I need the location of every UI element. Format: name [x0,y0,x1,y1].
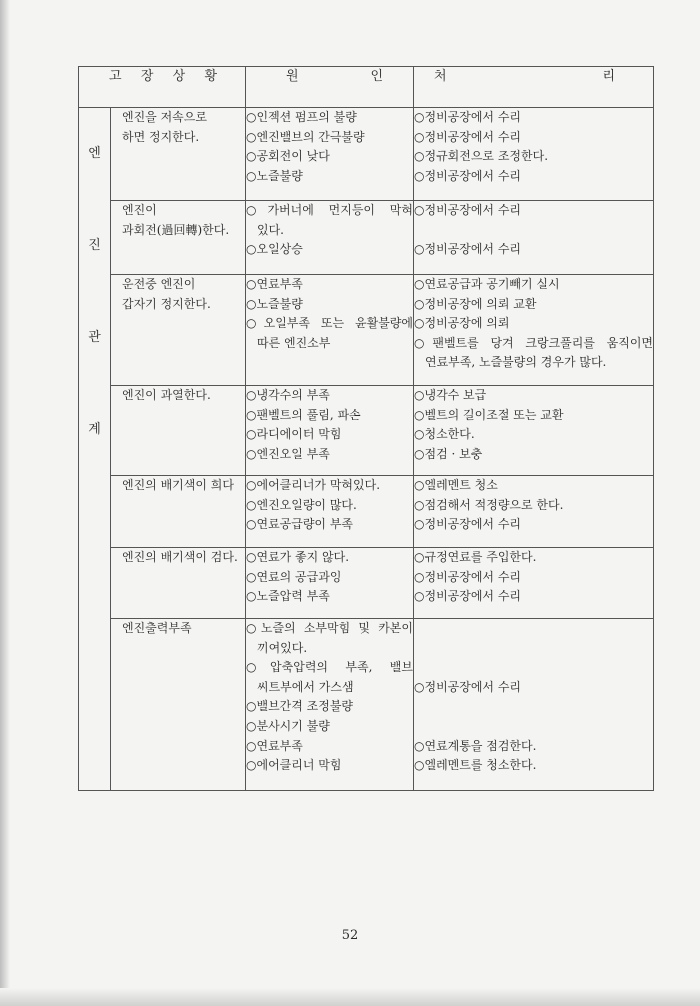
table-row [79,548,654,619]
remedy-cell: ○정비공장에서 수리 ○연료계통을 점검한다. ○엘레멘트를 청소한다. [414,619,654,791]
situation-cell: 엔진이 과회전(過回轉)한다. [111,201,246,275]
table-row [79,201,654,275]
cause-cell: ○인젝션 펌프의 불량 ○엔진밸브의 간극불량 ○공회전이 낮다 ○노즐불량 [246,108,414,201]
situation-cell: 엔진이 과열한다. [111,386,246,476]
table-row [79,275,654,386]
situation-cell: 엔진의 배기색이 희다 [111,476,246,548]
cause-cell: ○노즐의 소부막힘 및 카본이 끼여있다. ○압축압력의 부족, 밸브 씨트부에서 가스샘 ○밸브간격 조정불량 ○분사시기 불량 ○연료부족 ○에어클리너 막힘 [246,619,414,791]
cause-cell: ○연료가 좋지 않다. ○연료의 공급과잉 ○노즐압력 부족 [246,548,414,619]
situation-cell: 엔진의 배기색이 검다. [111,548,246,619]
remedy-cell: ○엘레멘트 청소 ○점검해서 적정량으로 한다. ○정비공장에서 수리 [414,476,654,548]
cause-cell: ○가버너에 먼지등이 막혀 있다. ○오일상승 [246,201,414,275]
remedy-cell: ○냉각수 보급 ○벨트의 길이조절 또는 교환 ○청소한다. ○점검 · 보충 [414,386,654,476]
header-remedy: 처 리 [414,67,654,108]
table-row [79,108,654,201]
situation-cell: 엔진출력부족 [111,619,246,791]
cause-cell: ○연료부족 ○노즐불량 ○오일부족 또는 윤활불량에 따른 엔진소부 [246,275,414,386]
header-cause: 원 인 [246,67,414,108]
page-bottom-edge [0,988,700,1006]
remedy-cell: ○정비공장에서 수리 ○정비공장에서 수리 ○정규회전으로 조정한다. ○정비공장에서 수리 [414,108,654,201]
cause-cell: ○냉각수의 부족 ○팬벨트의 풀림, 파손 ○라디에이터 막힘 ○엔진오일 부족 [246,386,414,476]
table-row [79,386,654,476]
page-left-edge [0,0,10,1006]
situation-cell: 엔진을 저속으로 하면 정지한다. [111,108,246,201]
header-row [79,67,654,108]
category-engine: 엔 진 관 계 [79,108,111,791]
remedy-cell: ○정비공장에서 수리 ○정비공장에서 수리 [414,201,654,275]
cause-cell: ○에어클리너가 막혀있다. ○엔진오일량이 많다. ○연료공급량이 부족 [246,476,414,548]
situation-cell: 운전중 엔진이 갑자기 정지한다. [111,275,246,386]
fault-diagnosis-table [78,66,654,791]
page-number: 52 [341,928,359,943]
remedy-cell: ○규정연료를 주입한다. ○정비공장에서 수리 ○정비공장에서 수리 [414,548,654,619]
header-situation: 고 장 상 황 [79,67,246,108]
remedy-cell: ○연료공급과 공기빼기 실시 ○정비공장에 의뢰 교환 ○정비공장에 의뢰 ○팬벨트를 당겨 크랑크풀리를 움직이면 연료부족, 노즐불량의 경우가 많다. [414,275,654,386]
table-row [79,476,654,548]
table-row [79,619,654,791]
